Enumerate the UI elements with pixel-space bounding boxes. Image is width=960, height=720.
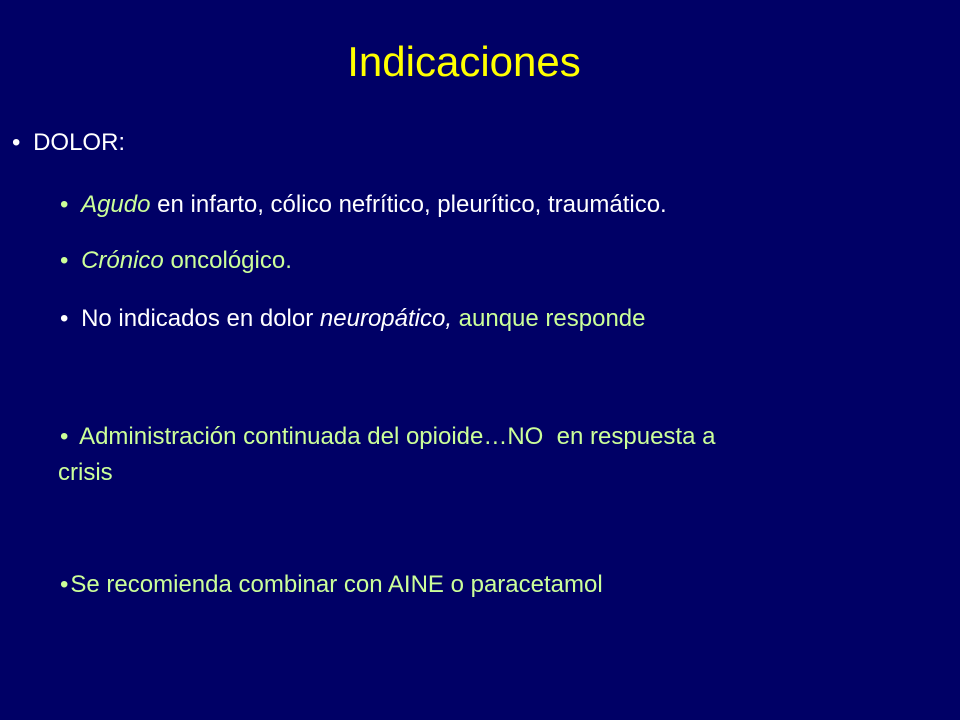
no-indicados-term: neuropático,	[319, 305, 452, 332]
dolor-label: DOLOR:	[33, 129, 126, 156]
bullet-no-indicados	[60, 304, 646, 334]
bullet-cronico	[60, 246, 292, 276]
administracion-line2: crisis	[58, 459, 113, 486]
bullet-agudo	[60, 190, 667, 220]
agudo-text: en infarto, cólico nefrítico, pleurítico, traumático.	[150, 191, 667, 218]
cronico-term: Crónico	[81, 247, 164, 274]
no-indicados-text: No indicados en dolor	[81, 305, 320, 332]
bullet-administracion	[60, 422, 715, 452]
bullet-icon: •	[12, 129, 21, 156]
bullet-recomienda	[60, 570, 603, 600]
bullet-icon: •	[60, 305, 69, 332]
bullet-icon: •	[60, 191, 69, 218]
slide-title: Indicaciones	[347, 38, 581, 85]
no-indicados-tail: aunque responde	[452, 305, 646, 332]
bullet-icon: •	[60, 423, 69, 450]
recomienda-text: Se recomienda combinar con AINE o paracetamol	[70, 571, 603, 598]
administracion-line1: Administración continuada del opioide…NO en respuesta a	[79, 423, 716, 450]
bullet-dolor	[12, 128, 125, 158]
bullet-icon: •	[60, 247, 69, 274]
bullet-icon: •	[60, 571, 69, 598]
cronico-text: oncológico.	[163, 247, 292, 274]
agudo-term: Agudo	[81, 191, 151, 218]
administracion-continuation	[58, 458, 113, 488]
